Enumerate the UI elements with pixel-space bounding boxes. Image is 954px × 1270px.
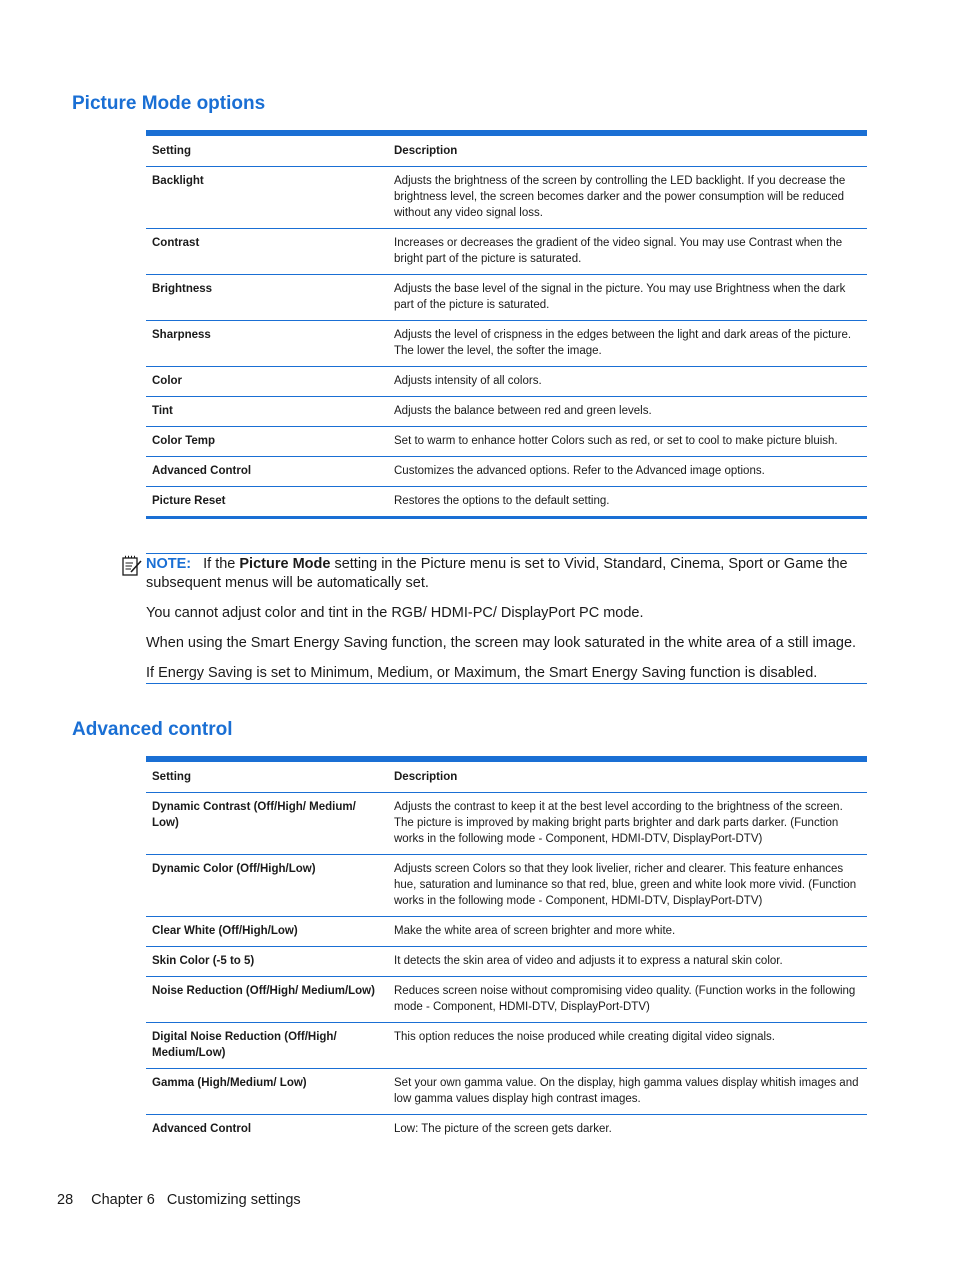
table-row — [146, 427, 867, 457]
setting-cell: Dynamic Color (Off/High/Low) — [146, 855, 388, 917]
setting-cell: Clear White (Off/High/Low) — [146, 917, 388, 947]
note-label: NOTE: — [146, 556, 192, 572]
column-header-setting: Setting — [146, 759, 388, 793]
description-cell: Restores the options to the default setting. — [394, 495, 610, 507]
note-block — [146, 553, 867, 684]
setting-cell: Picture Reset — [152, 495, 226, 507]
table-header-row — [146, 133, 867, 167]
description-cell: This option reduces the noise produced while creating digital video signals. — [388, 1023, 867, 1069]
note-text: If the — [203, 556, 240, 572]
section-title-picture-mode: Picture Mode options — [72, 93, 266, 114]
setting-cell: Backlight — [146, 167, 388, 229]
note-paragraph: You cannot adjust color and tint in the RGB/ HDMI-PC/ DisplayPort PC mode. — [146, 605, 644, 621]
column-header-description: Description — [388, 133, 867, 167]
table-row — [146, 947, 867, 977]
description-cell: Adjusts the balance between red and green levels. — [388, 397, 867, 427]
description-cell: Set to warm to enhance hotter Colors such as red, or set to cool to make picture bluish. — [388, 427, 867, 457]
setting-cell: Noise Reduction (Off/High/ Medium/Low) — [146, 977, 388, 1023]
table-row — [146, 487, 867, 518]
setting-cell: Contrast — [146, 229, 388, 275]
setting-cell: Digital Noise Reduction (Off/High/ Medium/Low) — [146, 1023, 388, 1069]
advanced-control-table — [146, 756, 867, 1144]
setting-cell: Sharpness — [146, 321, 388, 367]
description-cell: Adjusts the level of crispness in the edges between the light and dark areas of the picture. The lower the level, the softer the image. — [388, 321, 867, 367]
chapter-title: Chapter 6 Customizing settings — [91, 1192, 301, 1208]
setting-cell: Gamma (High/Medium/ Low) — [146, 1069, 388, 1115]
description-cell: Increases or decreases the gradient of the video signal. You may use Contrast when the bright part of the picture is saturated. — [388, 229, 867, 275]
setting-cell: Dynamic Contrast (Off/High/ Medium/ Low) — [146, 793, 388, 855]
setting-cell: Color — [146, 367, 388, 397]
description-cell: Adjusts the brightness of the screen by controlling the LED backlight. If you decrease the brightness level, the screen becomes darker and the power consumption will be reduced without any video signal loss. — [388, 167, 867, 229]
description-cell: Adjusts intensity of all colors. — [388, 367, 867, 397]
page-footer — [57, 1192, 301, 1208]
setting-cell: Advanced Control — [152, 1123, 252, 1135]
setting-cell: Tint — [146, 397, 388, 427]
table-row — [146, 917, 867, 947]
setting-cell: Advanced Control — [146, 457, 388, 487]
table-row — [146, 457, 867, 487]
table-row — [146, 793, 867, 855]
column-header-setting: Setting — [146, 133, 388, 167]
note-paragraph: When using the Smart Energy Saving function, the screen may look saturated in the white area of a still image. — [146, 635, 857, 651]
table-row — [146, 229, 867, 275]
note-pad-icon — [121, 555, 143, 577]
note-bold-term: Picture Mode — [239, 556, 331, 572]
table-header-row — [146, 759, 867, 793]
table-row — [146, 397, 867, 427]
description-cell: Low: The picture of the screen gets darker. — [394, 1123, 612, 1135]
description-cell: Adjusts screen Colors so that they look livelier, richer and clearer. This feature enhances hue, saturation and luminance so that red, blue, green and white look more vivid. (Function works in the following mode - Component, HDMI-DTV, DisplayPort-DTV) — [388, 855, 867, 917]
setting-cell: Brightness — [146, 275, 388, 321]
page-number: 28 — [57, 1192, 74, 1208]
note-paragraph: If Energy Saving is set to Minimum, Medium, or Maximum, the Smart Energy Saving function is disabled. — [146, 665, 818, 681]
description-cell: Reduces screen noise without compromising video quality. (Function works in the following mode - Component, HDMI-DTV, DisplayPort-DTV) — [388, 977, 867, 1023]
description-cell: Adjusts the contrast to keep it at the best level according to the brightness of the screen. The picture is improved by making bright parts brighter and dark parts darker. (Function works in the following mode - Component, HDMI-DTV, DisplayPort-DTV) — [388, 793, 867, 855]
setting-cell: Skin Color (-5 to 5) — [146, 947, 388, 977]
column-header-description: Description — [388, 759, 867, 793]
section-title-advanced-control: Advanced control — [72, 719, 233, 740]
table-row — [146, 1115, 867, 1145]
table-row — [146, 855, 867, 917]
note-paragraph — [146, 555, 867, 593]
description-cell: Set your own gamma value. On the display, high gamma values display whitish images and low gamma values display high contrast images. — [388, 1069, 867, 1115]
table-row — [146, 321, 867, 367]
table-row — [146, 275, 867, 321]
description-cell: Customizes the advanced options. Refer to the Advanced image options. — [388, 457, 867, 487]
description-cell: It detects the skin area of video and adjusts it to express a natural skin color. — [388, 947, 867, 977]
table-row — [146, 977, 867, 1023]
description-cell: Make the white area of screen brighter and more white. — [388, 917, 867, 947]
setting-cell: Color Temp — [146, 427, 388, 457]
table-row — [146, 167, 867, 229]
table-row — [146, 1023, 867, 1069]
picture-mode-table — [146, 130, 867, 519]
table-row — [146, 367, 867, 397]
table-row — [146, 1069, 867, 1115]
description-cell: Adjusts the base level of the signal in the picture. You may use Brightness when the dark part of the picture is saturated. — [388, 275, 867, 321]
note-text: setting in the Picture menu is set to Vivid, Standard, Cinema, Sport or Game the subsequent menus will be automatically set. — [146, 556, 848, 591]
